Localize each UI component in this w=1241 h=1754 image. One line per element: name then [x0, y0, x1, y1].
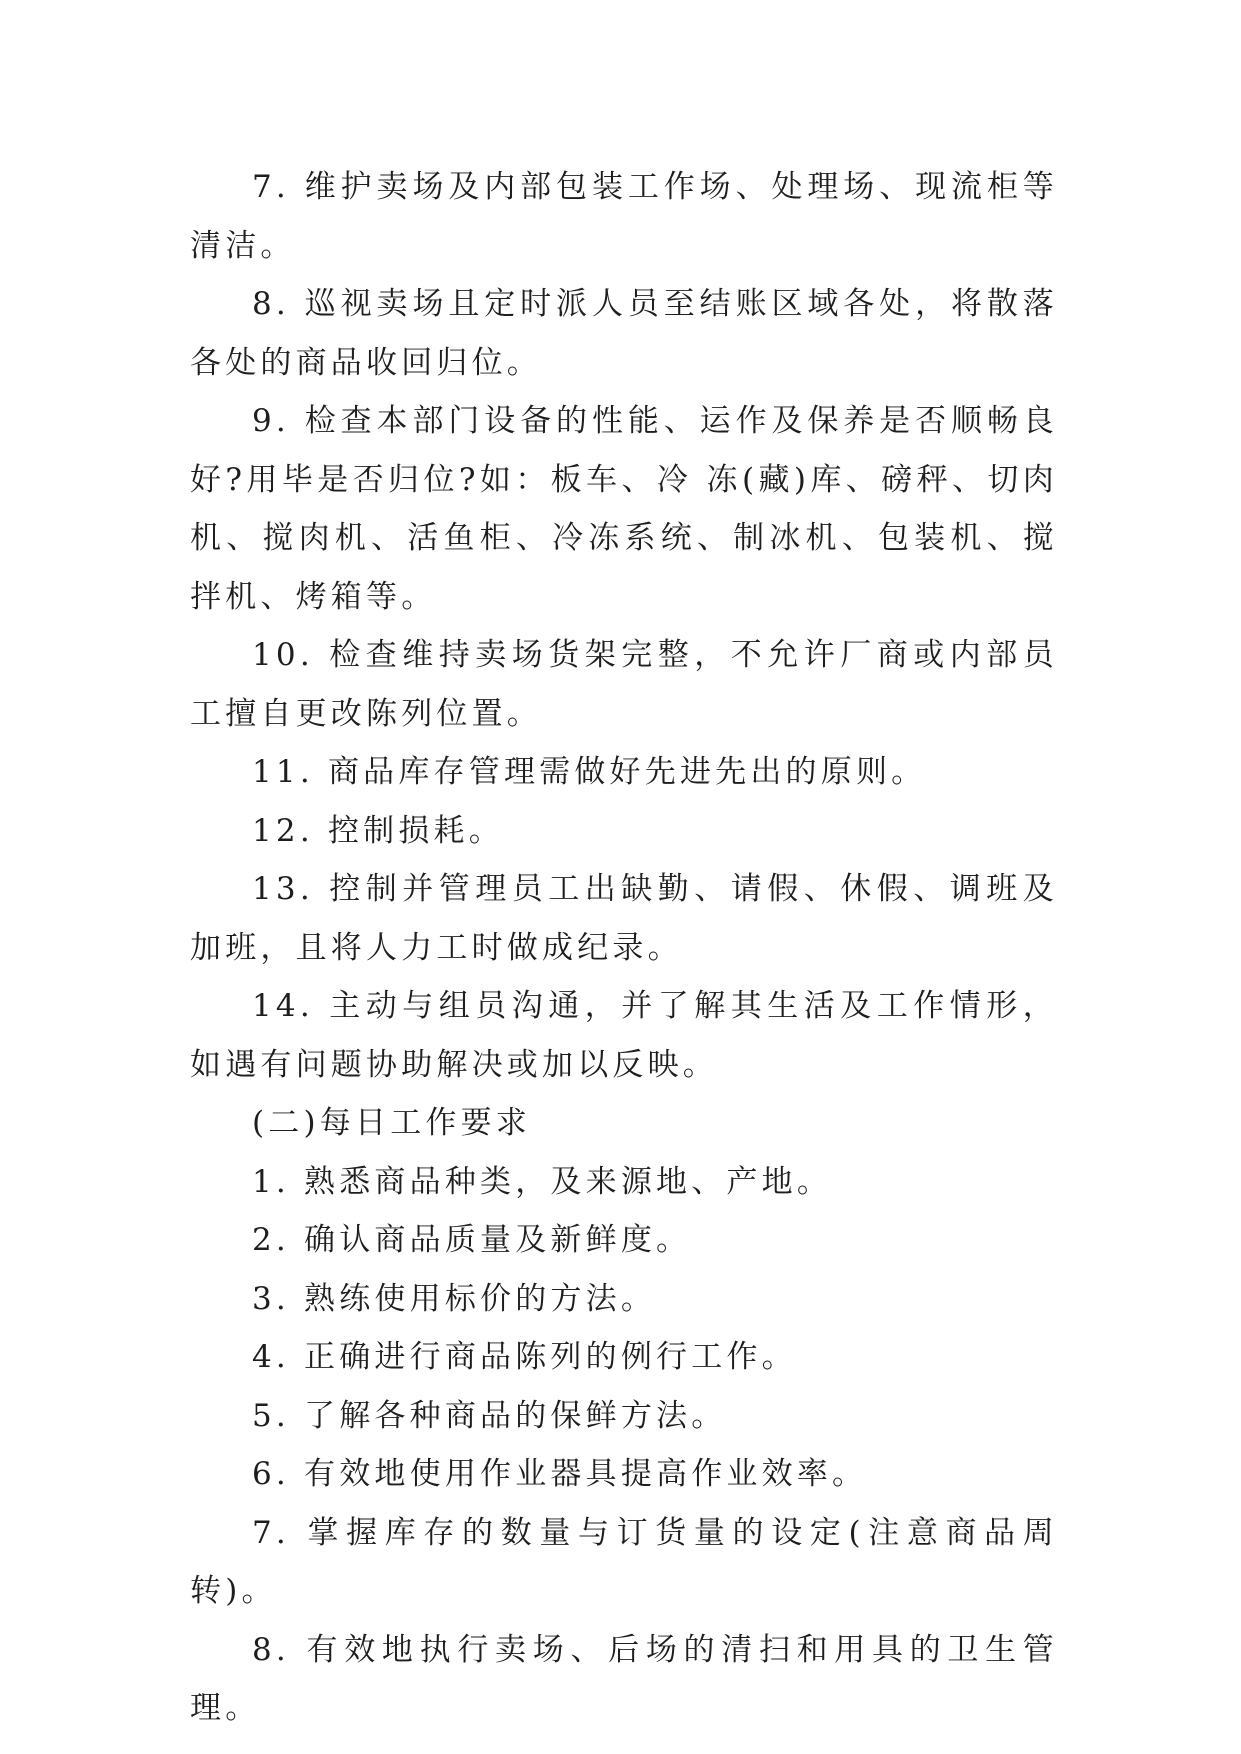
- paragraph-item-11-inventory: 11. 商品库存管理需做好先进先出的原则。: [252, 754, 927, 790]
- requirement-item-3: 3. 熟练使用标价的方法。: [252, 1280, 657, 1317]
- requirement-item-2: 2. 确认商品质量及新鲜度。: [252, 1222, 692, 1258]
- requirement-item-1: 1. 熟悉商品种类，及来源地、产地。: [252, 1163, 833, 1200]
- document-body: [190, 158, 1058, 1738]
- requirement-item-5: 5. 了解各种商品的保鲜方法。: [252, 1397, 727, 1434]
- paragraph-item-10-shelves: 10. 检查维持卖场货架完整，不允许厂商或内部员工擅自更改陈列位置。: [190, 637, 1058, 732]
- paragraph-item-13-attendance: 13. 控制并管理员工出缺勤、请假、休假、调班及加班，且将人力工时做成纪录。: [190, 871, 1058, 966]
- requirement-item-7: 7. 掌握库存的数量与订货量的设定(注意商品周转)。: [190, 1514, 1058, 1609]
- section-heading-daily-requirements: (二)每日工作要求: [252, 1105, 531, 1141]
- requirement-item-6: 6. 有效地使用作业器具提高作业效率。: [252, 1456, 868, 1492]
- requirement-item-8: 8. 有效地执行卖场、后场的清扫和用具的卫生管理。: [190, 1631, 1058, 1726]
- paragraph-item-12-loss: 12. 控制损耗。: [252, 812, 504, 849]
- paragraph-item-9-equipment: 9. 检查本部门设备的性能、运作及保养是否顺畅良好?用毕是否归位?如：板车、冷 冻(藏)库、磅秤、切肉机、搅肉机、活鱼柜、冷冻系统、制冰机、包装机、搅拌机、烤箱等。: [190, 403, 1058, 615]
- requirement-item-4: 4. 正确进行商品陈列的例行工作。: [252, 1339, 797, 1375]
- paragraph-item-7-cleaning: 7. 维护卖场及内部包装工作场、处理场、现流柜等清洁。: [190, 169, 1058, 264]
- paragraph-item-14-communication: 14. 主动与组员沟通，并了解其生活及工作情形，如遇有问题协助解决或加以反映。: [190, 988, 1058, 1083]
- paragraph-item-8-patrol: 8. 巡视卖场且定时派人员至结账区域各处，将散落各处的商品收回归位。: [190, 286, 1058, 381]
